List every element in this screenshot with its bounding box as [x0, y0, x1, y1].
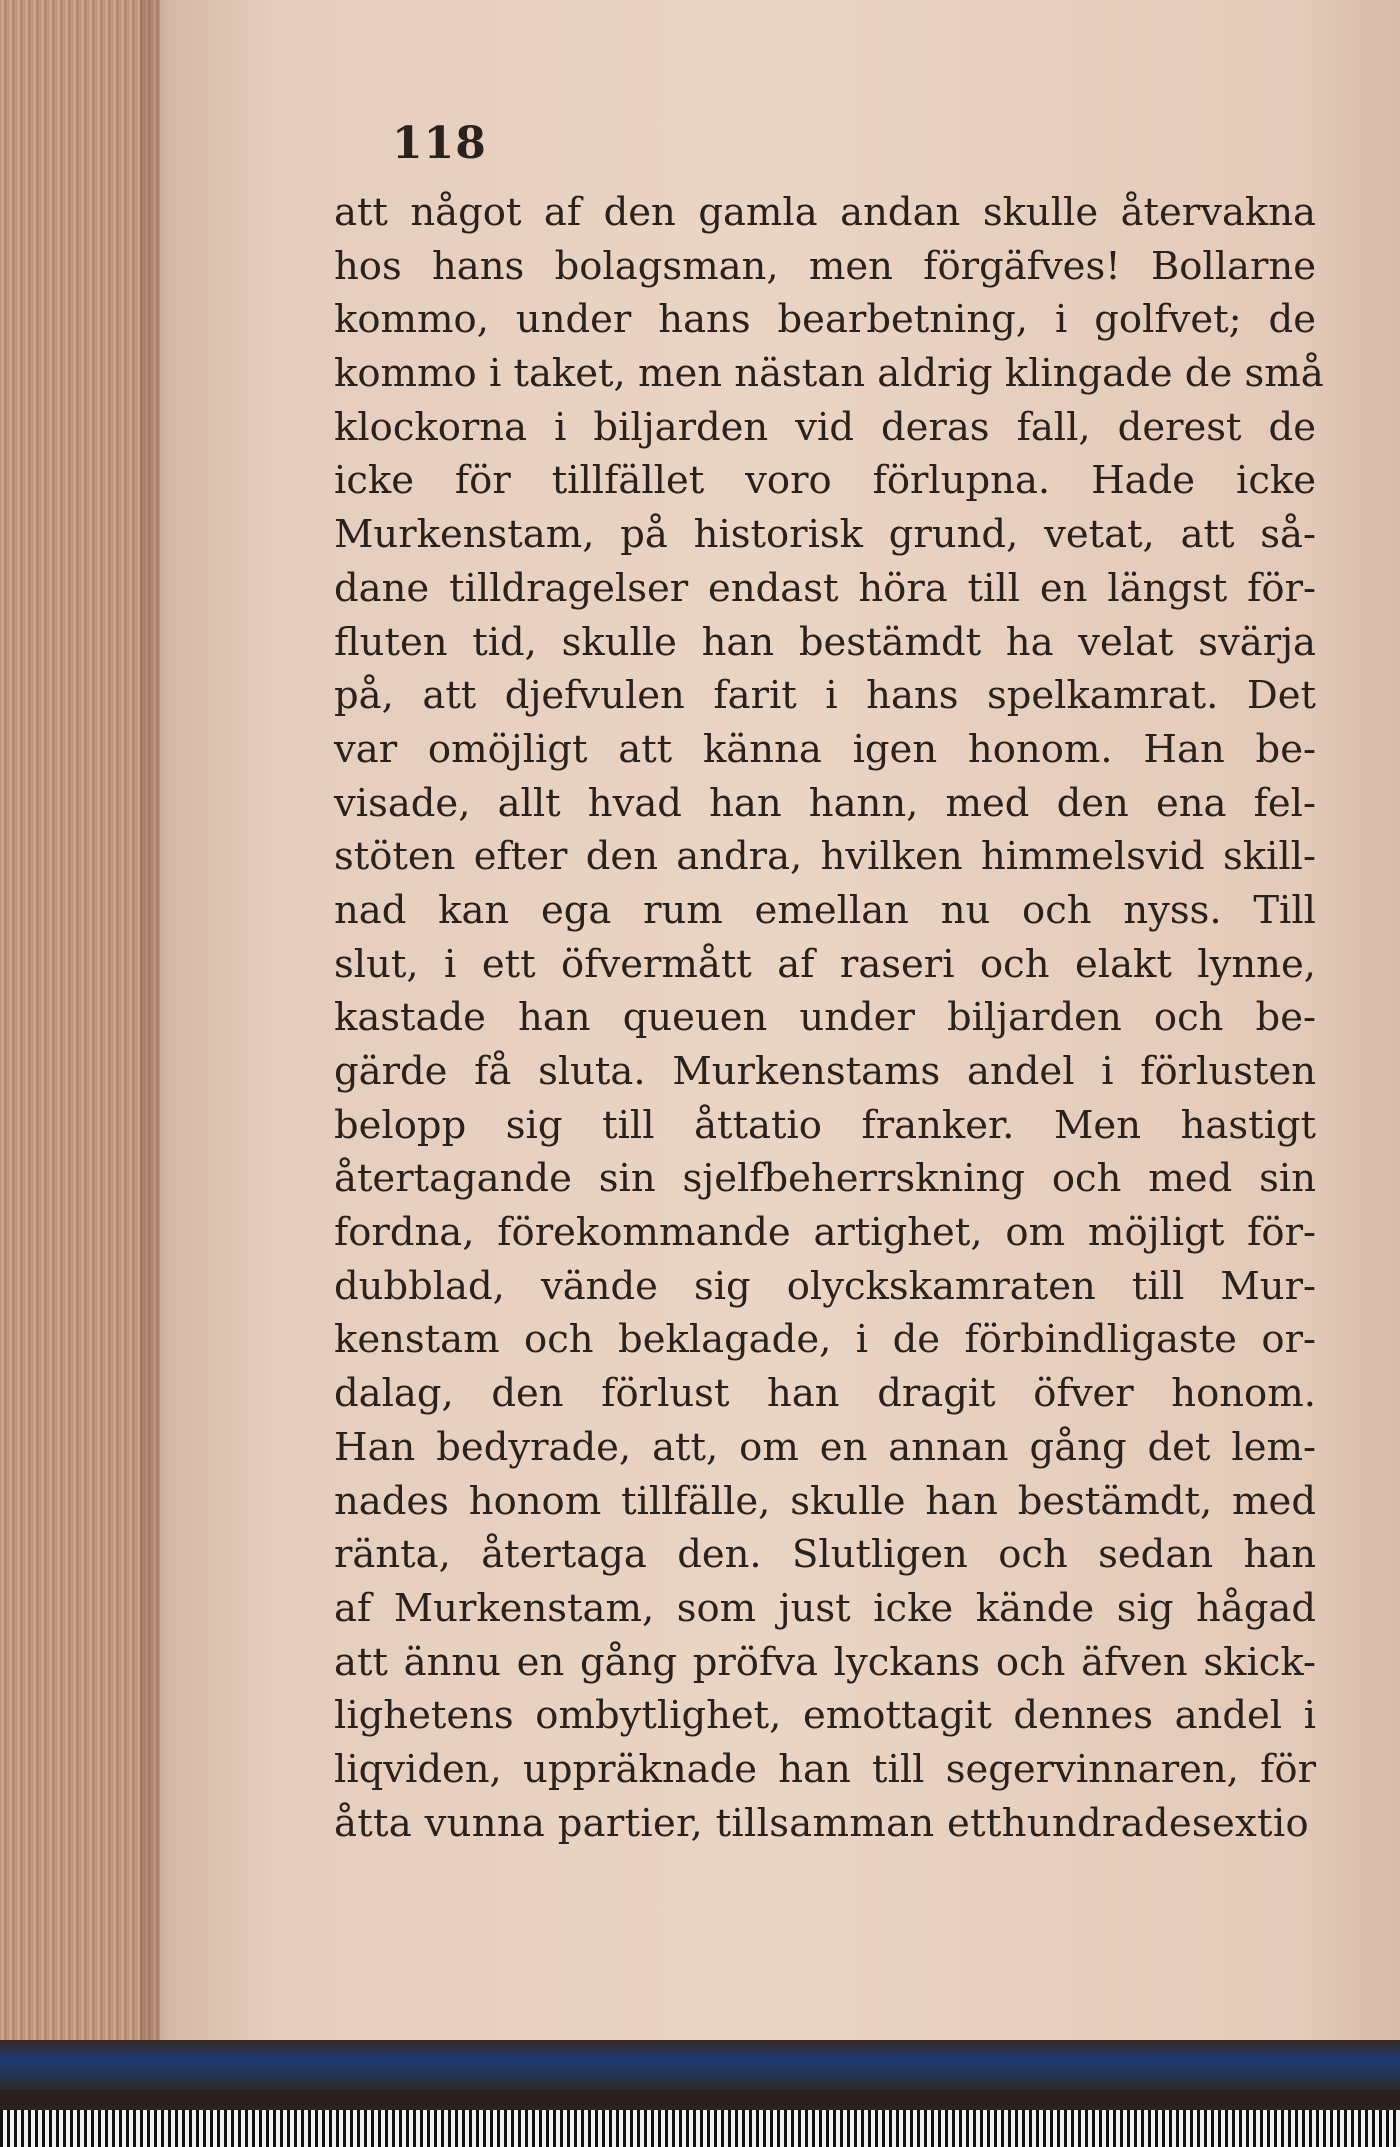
book-cover-edge [0, 2040, 1400, 2090]
text-line: återtagande sin sjelfbeherrskning och med sin [334, 1156, 1316, 1202]
text-line: fordna, förekommande artighet, om möjligt för- [334, 1210, 1316, 1256]
text-line: dalag, den förlust han dragit öfver honom. [334, 1371, 1316, 1417]
text-line: gärde få sluta. Murkenstams andel i förlusten [334, 1049, 1316, 1094]
text-line: fluten tid, skulle han bestämdt ha velat svärja [334, 619, 1316, 665]
text-line: visade, allt hvad han hann, med den ena fel- [334, 780, 1316, 826]
text-line: stöten efter den andra, hvilken himmelsvid skill- [334, 834, 1316, 880]
text-line: åtta vunna partier, tillsamman etthundradesextio [334, 1800, 1309, 1846]
text-line: nades honom tillfälle, skulle han bestämdt, med [334, 1478, 1316, 1524]
text-line: var omöjligt att känna igen honom. Han be- [334, 726, 1316, 772]
text-line: Han bedyrade, att, om en annan gång det lem- [334, 1424, 1316, 1470]
text-line: Murkenstam, på historisk grund, vetat, att så- [334, 512, 1316, 558]
text-line: nad kan ega rum emellan nu och nyss. Till [334, 887, 1316, 933]
text-line: icke för tillfället voro förlupna. Hade icke [334, 458, 1316, 504]
text-line: kommo, under hans bearbetning, i golfvet; de [334, 297, 1316, 343]
text-line: belopp sig till åttatio franker. Men hastigt [334, 1102, 1316, 1148]
text-line: lighetens ombytlighet, emottagit dennes andel i [334, 1693, 1316, 1739]
page-number: 118 [392, 118, 487, 169]
text-line: slut, i ett öfvermått af raseri och elakt lynne, [334, 941, 1316, 987]
book-page-edges [0, 0, 160, 2060]
text-line: dubblad, vände sig olyckskamraten till Mur- [334, 1263, 1316, 1309]
text-line: kastade han queuen under biljarden och be- [334, 995, 1316, 1041]
body-text [334, 186, 1324, 1850]
text-line: af Murkenstam, som just icke kände sig hågad [334, 1585, 1316, 1631]
text-line: liqviden, uppräknade han till segervinnaren, för [334, 1746, 1316, 1792]
text-line: att ännu en gång pröfva lyckans och äfven skick- [334, 1639, 1316, 1685]
gutter-shadow [140, 0, 170, 2060]
text-line: hos hans bolagsman, men förgäfves! Bollarne [334, 243, 1316, 289]
scan-ruler [0, 2110, 1400, 2147]
text-line: på, att djefvulen farit i hans spelkamrat. Det [334, 673, 1316, 719]
text-line: kenstam och beklagade, i de förbindligaste or- [334, 1317, 1316, 1363]
text-line: kommo i taket, men nästan aldrig klingade de små [334, 351, 1324, 397]
text-line: dane tilldragelser endast höra till en längst för- [334, 565, 1316, 611]
text-line: att något af den gamla andan skulle återvakna [334, 190, 1316, 235]
text-line: klockorna i biljarden vid deras fall, derest de [334, 404, 1316, 450]
text-line: ränta, återtaga den. Slutligen och sedan han [334, 1532, 1316, 1578]
